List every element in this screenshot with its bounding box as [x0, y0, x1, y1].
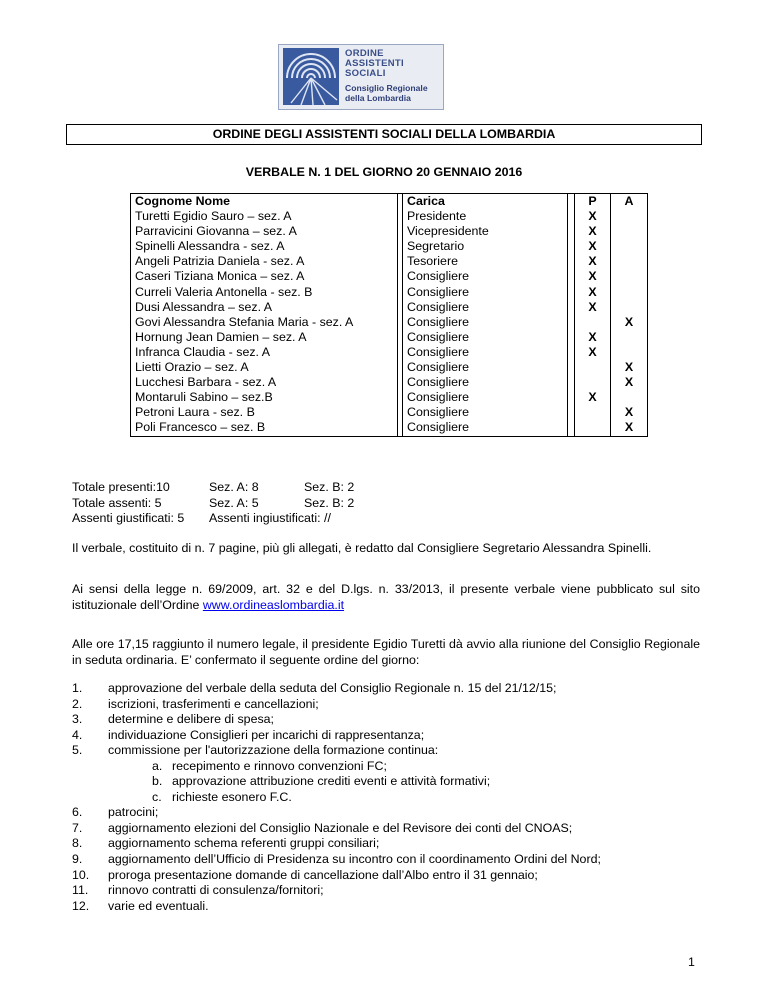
present-mark: X [575, 239, 611, 254]
present-mark: X [575, 254, 611, 269]
agenda-item-text: commissione per l'autorizzazione della formazione continua: [108, 743, 439, 758]
agenda-item-text: recepimento e rinnovo convenzioni FC; [172, 758, 387, 773]
present-mark: X [575, 390, 611, 405]
agenda-item-number: 1. [72, 681, 83, 695]
agenda-item [72, 821, 712, 837]
agenda-item-number: 8. [72, 836, 83, 851]
agenda-item [72, 743, 712, 759]
member-role: Consigliere [403, 420, 568, 436]
member-name: Angeli Patrizia Daniela - sez. A [131, 254, 398, 269]
publication-paragraph: Ai sensi della legge n. 69/2009, art. 32 e del D.lgs. n. 33/2013, il presente verbale viene pubblicato sul sito istituzionale dell’Ordine www.ordineaslombardia.it [72, 582, 700, 612]
member-role: Consigliere [403, 405, 568, 420]
agenda-item [72, 883, 712, 899]
member-name: Infranca Claudia - sez. A [131, 345, 398, 360]
agenda-item-number: 5. [72, 743, 83, 758]
agenda-item-text: approvazione attribuzione crediti eventi e attività formativi; [172, 774, 491, 789]
member-name: Montaruli Sabino – sez.B [131, 390, 398, 405]
member-name: Hornung Jean Damien – sez. A [131, 330, 398, 345]
agenda-item-number: 9. [72, 852, 83, 867]
agenda-item-number: c. [152, 789, 162, 804]
agenda-item [72, 899, 712, 915]
logo-spiral-icon [283, 48, 339, 105]
agenda-item-text: approvazione del verbale della seduta del Consiglio Regionale n. 15 del 21/12/15; [108, 681, 557, 695]
minutes-info-paragraph: Il verbale, costituito di n. 7 pagine, più gli allegati, è redatto dal Consigliere Segretario Alessandra Spinelli. [72, 541, 652, 555]
agenda-item-number: b. [152, 774, 163, 789]
agenda-subitem [72, 759, 712, 775]
header-role: Carica [403, 194, 568, 210]
member-role: Segretario [403, 239, 568, 254]
member-role: Consigliere [403, 315, 568, 330]
present-mark: X [575, 345, 611, 360]
present-mark [575, 420, 611, 436]
opening-paragraph: Alle ore 17,15 raggiunto il numero legale, il presidente Egidio Turetti dà avvio alla riunione del Consiglio Regionale in seduta ordinaria. E’ confermato il seguente ordine del giorno: [72, 637, 700, 667]
member-name: Lietti Orazio – sez. A [131, 360, 398, 375]
absent-mark [611, 390, 648, 405]
agenda-item [72, 712, 712, 728]
absent-mark: X [611, 360, 648, 375]
agenda-item-number: 7. [72, 820, 83, 835]
member-role: Consigliere [403, 345, 568, 360]
header-present: P [575, 194, 611, 210]
agenda-item [72, 836, 712, 852]
member-role: Consigliere [403, 285, 568, 300]
absent-mark: X [611, 420, 648, 436]
agenda-item-number: 6. [72, 805, 83, 820]
present-mark [575, 360, 611, 375]
attendance-table [130, 193, 648, 437]
member-name: Curreli Valeria Antonella - sez. B [131, 285, 398, 300]
document-title: ORDINE DEGLI ASSISTENTI SOCIALI DELLA LOMBARDIA [66, 124, 702, 145]
agenda-item-text: individuazione Consiglieri per incarichi di rappresentanza; [108, 727, 425, 742]
agenda-item [72, 868, 712, 884]
absent-mark: X [611, 315, 648, 330]
absent-mark [611, 269, 648, 284]
agenda-item-text: aggiornamento schema referenti gruppi consiliari; [108, 836, 380, 851]
agenda-item-number: 2. [72, 696, 83, 711]
present-mark [575, 375, 611, 390]
member-name: Caseri Tiziana Monica – sez. A [131, 269, 398, 284]
agenda-item [72, 697, 712, 713]
absent-mark: X [611, 405, 648, 420]
agenda-item-number: 3. [72, 712, 83, 727]
member-role: Consigliere [403, 360, 568, 375]
member-role: Consigliere [403, 330, 568, 345]
agenda-item-number: 12. [72, 898, 90, 913]
present-mark: X [575, 209, 611, 224]
member-role: Consigliere [403, 300, 568, 315]
order-logo [278, 44, 444, 110]
agenda-subitem [72, 774, 712, 790]
agenda-item [72, 681, 712, 697]
agenda-item [72, 852, 712, 868]
absent-mark [611, 254, 648, 269]
member-role: Consigliere [403, 390, 568, 405]
member-role: Consigliere [403, 269, 568, 284]
agenda-item-text: richieste esonero F.C. [172, 789, 292, 804]
member-name: Spinelli Alessandra - sez. A [131, 239, 398, 254]
agenda-item-number: 4. [72, 727, 83, 742]
agenda-item-text: rinnovo contratti di consulenza/fornitori; [108, 883, 324, 898]
agenda-item-number: 10. [72, 867, 90, 882]
member-name: Govi Alessandra Stefania Maria - sez. A [131, 315, 398, 330]
logo-title: ORDINE ASSISTENTI SOCIALI [345, 48, 404, 79]
absent-mark [611, 239, 648, 254]
absent-mark: X [611, 375, 648, 390]
member-name: Lucchesi Barbara - sez. A [131, 375, 398, 390]
agenda-item-text: varie ed eventuali. [108, 898, 209, 913]
agenda-item-number: a. [152, 758, 163, 773]
absent-mark [611, 330, 648, 345]
absent-mark [611, 209, 648, 224]
present-mark [575, 315, 611, 330]
absent-mark [611, 224, 648, 239]
agenda-item-text: patrocini; [108, 805, 159, 820]
agenda-item-text: aggiornamento elezioni del Consiglio Nazionale e del Revisore dei conti del CNOAS; [108, 820, 573, 835]
agenda-item-text: aggiornamento dell’Ufficio di Presidenza su incontro con il coordinamento Ordini del Nord; [108, 852, 601, 867]
minutes-subtitle: VERBALE N. 1 DEL GIORNO 20 GENNAIO 2016 [245, 165, 523, 179]
agenda-item-text: determine e delibere di spesa; [108, 712, 274, 727]
agenda-item-text: iscrizioni, trasferimenti e cancellazioni; [108, 696, 319, 711]
present-mark [575, 405, 611, 420]
header-absent: A [611, 194, 648, 210]
agenda-item [72, 805, 712, 821]
page-number: 1 [688, 955, 695, 969]
agenda-subitem [72, 790, 712, 806]
present-mark: X [575, 224, 611, 239]
member-name: Parravicini Giovanna – sez. A [131, 224, 398, 239]
member-role: Tesoriere [403, 254, 568, 269]
agenda-list [72, 681, 712, 914]
member-name: Dusi Alessandra – sez. A [131, 300, 398, 315]
agenda-item-text: proroga presentazione domande di cancellazione dall’Albo entro il 31 gennaio; [108, 867, 538, 882]
present-mark: X [575, 330, 611, 345]
member-name: Petroni Laura - sez. B [131, 405, 398, 420]
agenda-item-number: 11. [72, 883, 89, 898]
absent-mark [611, 345, 648, 360]
attendance-header-row [131, 194, 648, 210]
present-mark: X [575, 285, 611, 300]
present-mark: X [575, 269, 611, 284]
header-name: Cognome Nome [131, 194, 398, 210]
website-link[interactable]: www.ordineaslombardia.it [202, 597, 345, 612]
member-name: Turetti Egidio Sauro – sez. A [131, 209, 398, 224]
member-role: Consigliere [403, 375, 568, 390]
member-name: Poli Francesco – sez. B [131, 420, 398, 436]
logo-subtitle: Consiglio Regionale della Lombardia [345, 83, 428, 103]
present-mark: X [575, 300, 611, 315]
absent-mark [611, 285, 648, 300]
agenda-item [72, 728, 712, 744]
absent-mark [611, 300, 648, 315]
member-role: Presidente [403, 209, 568, 224]
member-role: Vicepresidente [403, 224, 568, 239]
